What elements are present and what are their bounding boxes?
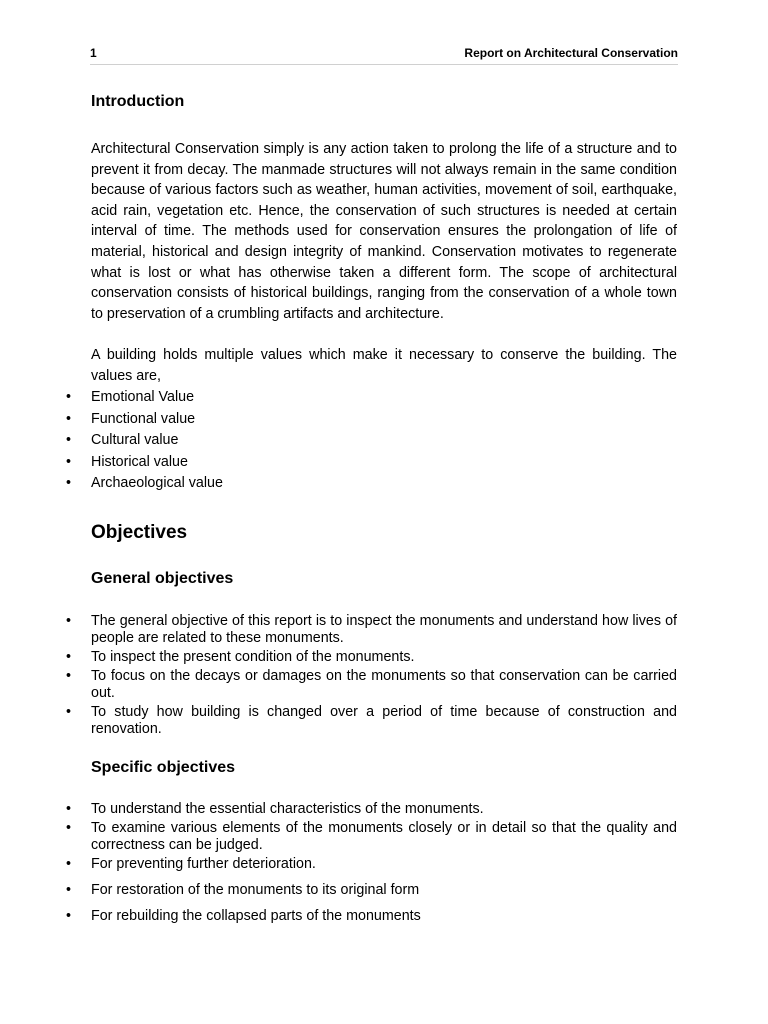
bullet-icon: • bbox=[66, 410, 72, 427]
bullet-icon: • bbox=[66, 856, 72, 872]
bullet-icon: • bbox=[66, 704, 72, 720]
list-item-text: To understand the essential characteristics of the monuments. bbox=[91, 801, 484, 817]
specific-objectives-heading: Specific objectives bbox=[91, 759, 236, 776]
list-item-text: Archaeological value bbox=[91, 475, 223, 491]
list-item bbox=[0, 801, 677, 818]
list-item bbox=[0, 820, 677, 854]
list-item bbox=[0, 473, 677, 495]
list-item-text: For restoration of the monuments to its original form bbox=[91, 882, 420, 898]
list-item bbox=[0, 704, 677, 738]
bullet-icon: • bbox=[66, 613, 72, 629]
list-item bbox=[0, 856, 677, 873]
list-item-text: To study how building is changed over a period of time because of construction and renovation. bbox=[91, 704, 677, 737]
specific-objectives-list bbox=[0, 801, 677, 927]
list-item bbox=[0, 908, 677, 925]
bullet-icon: • bbox=[66, 668, 72, 684]
list-item-text: Historical value bbox=[91, 453, 188, 470]
list-item bbox=[0, 882, 677, 899]
list-item bbox=[0, 409, 677, 431]
list-item-text: For preventing further deterioration. bbox=[91, 856, 316, 872]
list-item bbox=[0, 613, 677, 647]
bullet-icon: • bbox=[66, 649, 72, 665]
bullet-icon: • bbox=[66, 432, 72, 448]
bullet-icon: • bbox=[66, 389, 72, 405]
bullet-icon: • bbox=[66, 820, 72, 836]
list-item-text: To examine various elements of the monuments closely or in detail so that the quality and correctness can be judged. bbox=[91, 820, 677, 853]
list-item-text: To inspect the present condition of the monuments. bbox=[91, 649, 415, 665]
bullet-icon: • bbox=[66, 908, 72, 924]
bullet-icon: • bbox=[66, 453, 72, 470]
introduction-heading: Introduction bbox=[91, 93, 185, 110]
values-list bbox=[0, 387, 677, 495]
list-item bbox=[0, 430, 677, 452]
page-header bbox=[90, 46, 678, 65]
list-item-text: Cultural value bbox=[91, 432, 179, 448]
general-objectives-heading: General objectives bbox=[91, 570, 234, 587]
list-item bbox=[0, 452, 677, 474]
running-title: Report on Architectural Conservation bbox=[464, 46, 678, 60]
list-item-text: Functional value bbox=[91, 410, 196, 427]
introduction-paragraph-1: Architectural Conservation simply is any action taken to prolong the life of a structure and to prevent it from decay. The manmade structures will not always remain in the same condition because of various factors such as weather, human activities, movement of soil, earthquake, acid rain, vegetation etc. Hence, the conservation of such structures is needed at certain interval of time. The methods used for conservation ensures the prolongation of life of material, historical and design integrity of mankind. Conservation motivates to regenerate what is lost or what has otherwise taken a different form. The scope of architectural conservation consists of historical buildings, ranging from the conservation of a whole town to preservation of a crumbling artifacts and architecture. bbox=[91, 141, 677, 322]
list-item-text: The general objective of this report is to inspect the monuments and understand how lives of people are related to these monuments. bbox=[91, 613, 677, 646]
list-item bbox=[0, 668, 677, 702]
general-objectives-list bbox=[0, 613, 677, 740]
list-item-text: For rebuilding the collapsed parts of the monuments bbox=[91, 908, 421, 924]
bullet-icon: • bbox=[66, 801, 72, 817]
objectives-heading: Objectives bbox=[91, 522, 188, 543]
introduction-paragraph-2: A building holds multiple values which make it necessary to conserve the building. The values are, bbox=[91, 347, 677, 384]
list-item-text: Emotional Value bbox=[91, 389, 195, 405]
bullet-icon: • bbox=[66, 882, 72, 898]
bullet-icon: • bbox=[66, 475, 72, 491]
list-item-text: To focus on the decays or damages on the monuments so that conservation can be carried out. bbox=[91, 668, 677, 701]
list-item bbox=[0, 387, 677, 409]
list-item bbox=[0, 649, 677, 666]
page-number: 1 bbox=[90, 46, 97, 60]
